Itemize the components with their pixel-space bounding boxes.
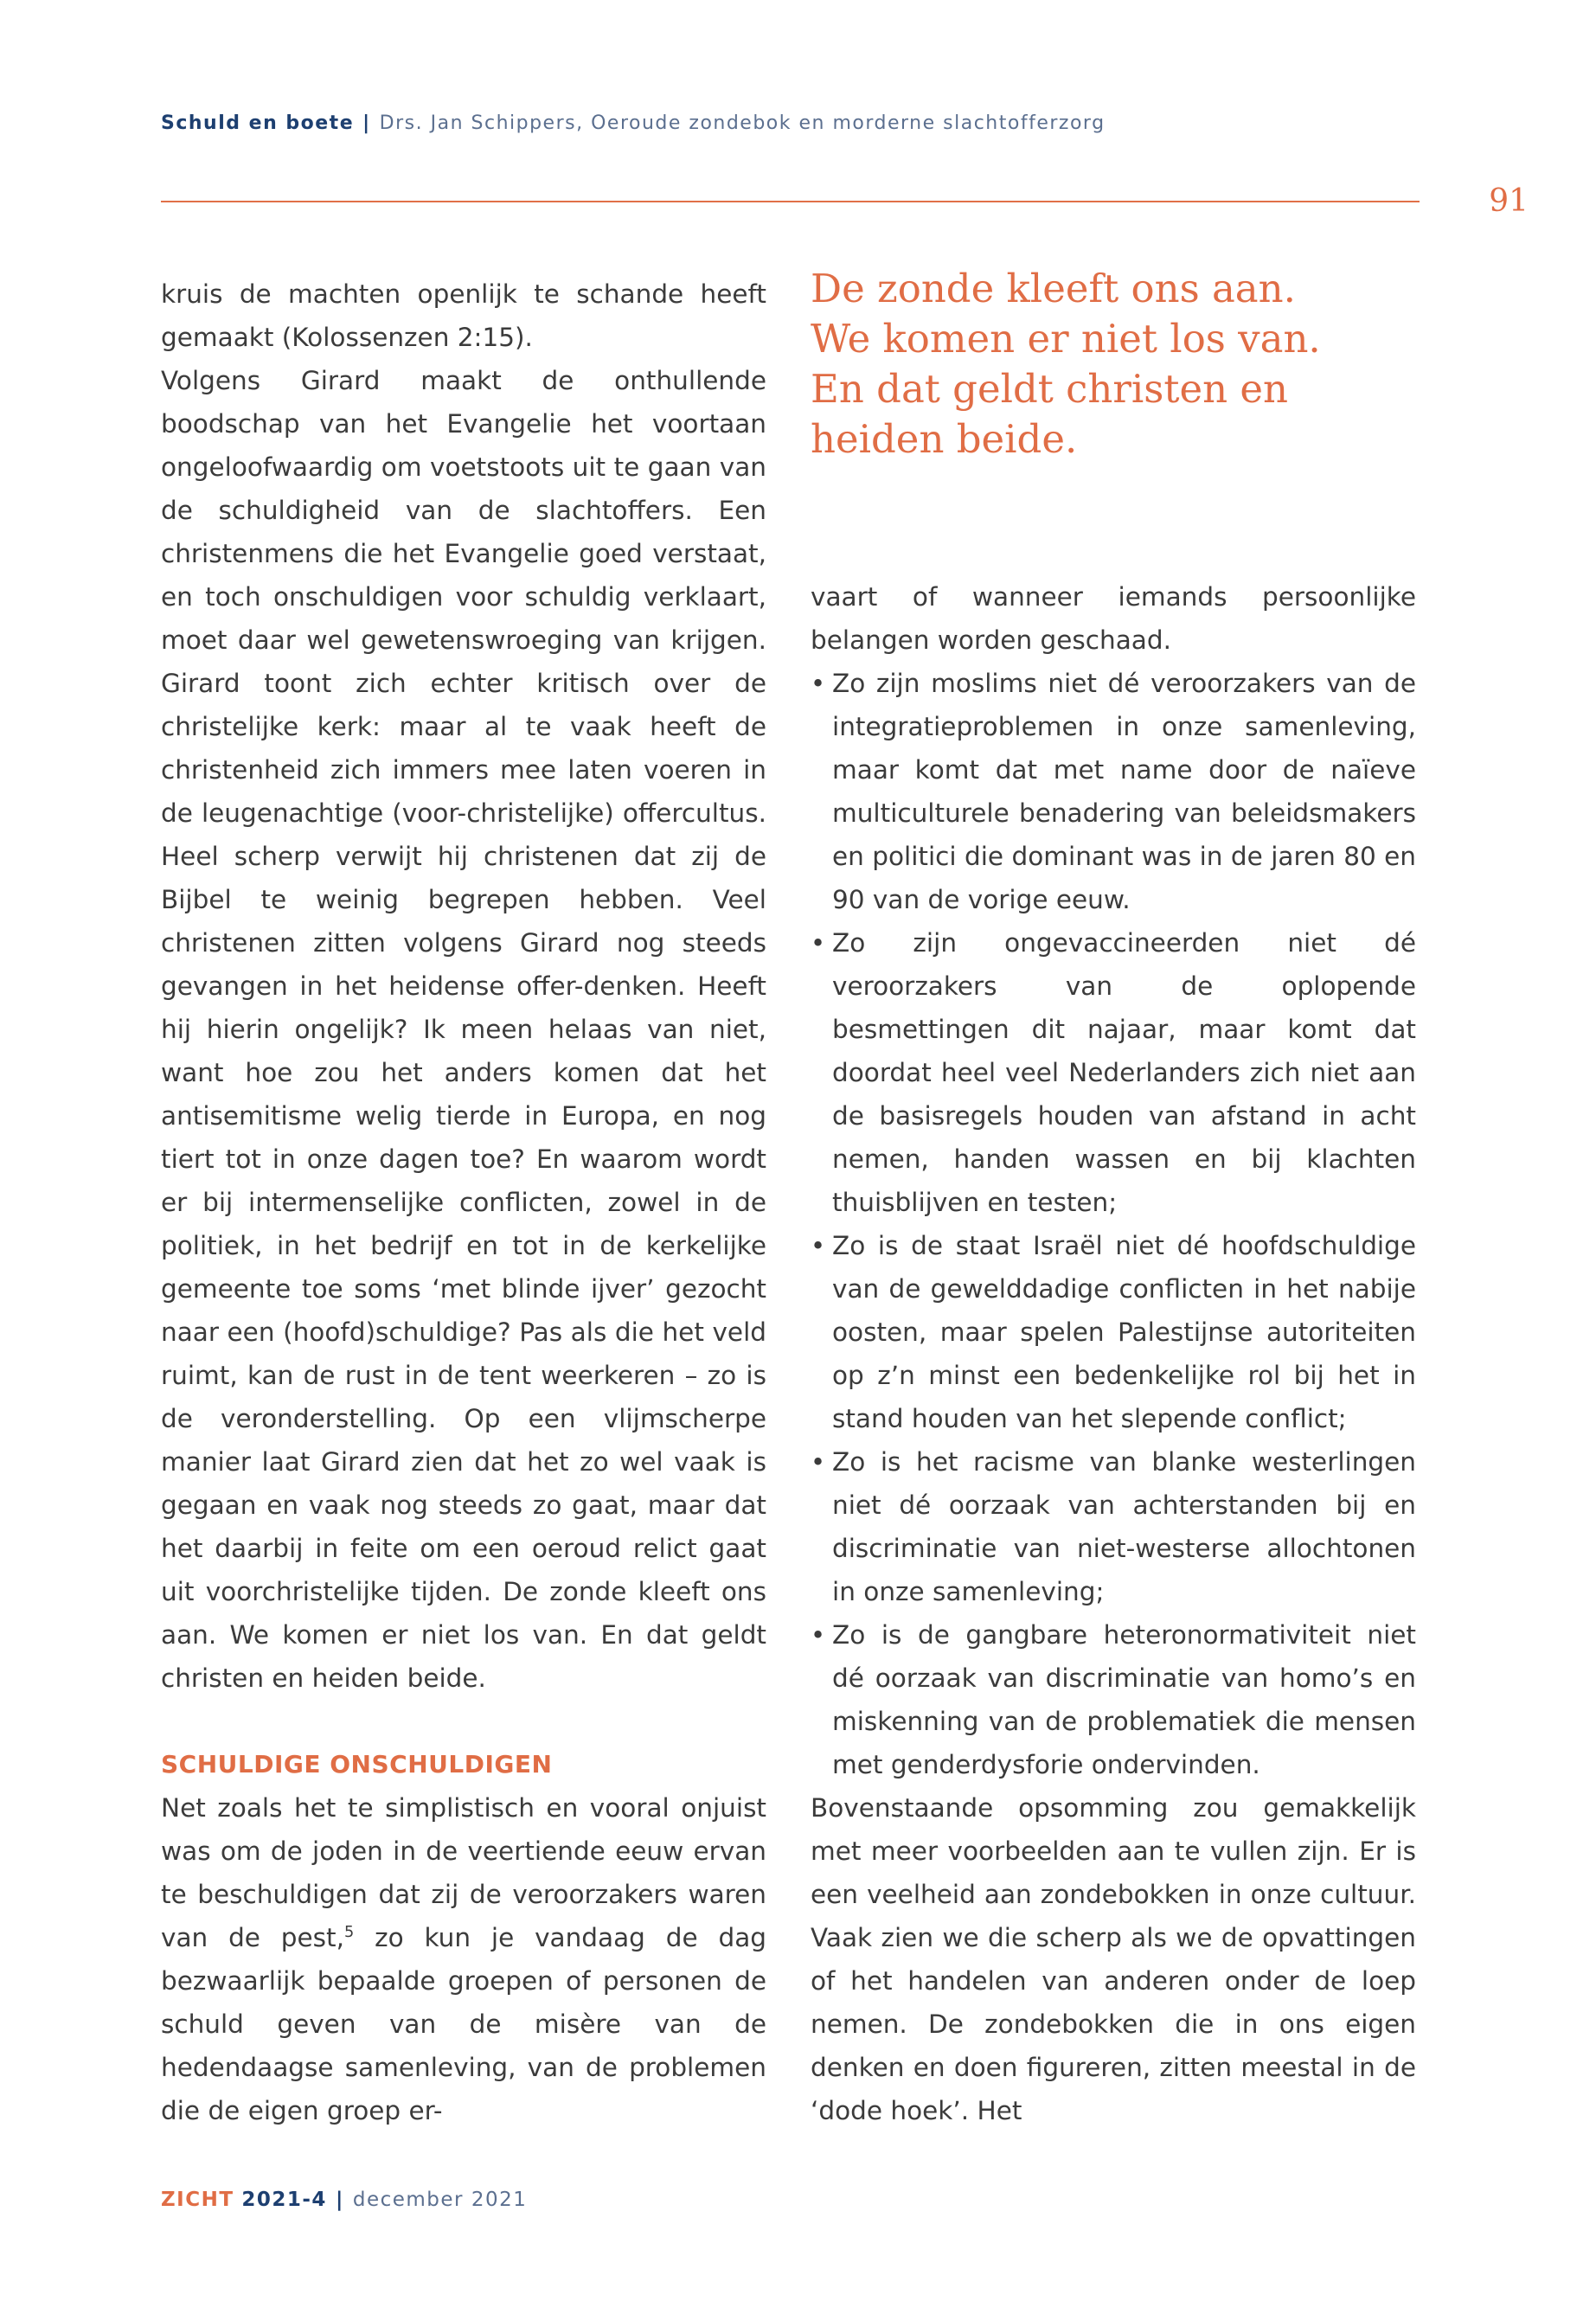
right-column (811, 575, 1416, 2132)
header-rule (161, 201, 1420, 202)
pull-quote-line: En dat geldt christen en (811, 366, 1288, 412)
list-item-text: Zo is het racisme van blanke westerlingen niet dé oorzaak van achterstanden bij en discriminatie van niet-westerse allochtonen in onze samenleving; (832, 1447, 1416, 1606)
issue-date: december 2021 (352, 2189, 528, 2211)
pull-quote-line: heiden beide. (811, 416, 1078, 462)
list-item (811, 1224, 1416, 1440)
bullet-icon: • (811, 928, 826, 958)
list-item (811, 1613, 1416, 1786)
bullet-icon: • (811, 1620, 826, 1650)
paragraph: Bovenstaande opsomming zou gemakkelijk met meer voorbeelden aan te vullen zijn. Er is een veelheid aan zondebokken in onze cultuur. Vaak zien we die scherp als we de opvattingen of het handelen van anderen onder de loep nemen. De zondebokken die in ons eigen denken en doen figureren, zitten meestal in de ‘dode hoek’. Het (811, 1793, 1416, 2125)
bullet-icon: • (811, 1231, 826, 1260)
bullet-list (811, 662, 1416, 1786)
header-separator: | (362, 112, 371, 134)
paragraph-text: zo kun je vandaag de dag bezwaarlijk bepaalde groepen of personen de schuld geven van de misère van de hedendaagse samenleving, van de problemen die de eigen groep er- (161, 1923, 766, 2125)
section-subheading: SCHULDIGE ONSCHULDIGEN (161, 1750, 553, 1779)
list-item-text: Zo zijn ongevaccineerden niet dé veroorzakers van de oplopende besmettingen dit najaar, maar komt dat doordat heel veel Nederlanders zich niet aan de basisregels houden van afstand in acht nemen, handen wassen en bij klachten thuisblijven en testen; (832, 928, 1416, 1217)
magazine-name: ZICHT (161, 2189, 234, 2211)
article-subtitle: Drs. Jan Schippers, Oeroude zondebok en morderne slachtofferzorg (379, 112, 1106, 134)
list-item (811, 662, 1416, 921)
paragraph-text: Net zoals het te simplistisch en vooral onjuist was om de joden in de veertiende eeuw ervan te beschuldigen dat zij de veroorzakers waren van de pest, (161, 1793, 766, 1952)
footer-separator: | (335, 2189, 344, 2211)
running-header (161, 112, 1106, 134)
spacer (161, 1700, 766, 1743)
left-column (161, 272, 766, 2132)
pull-quote-line: De zonde kleeft ons aan. (811, 266, 1296, 311)
list-item (811, 1440, 1416, 1613)
list-item-text: Zo zijn moslims niet dé veroorzakers van de integratieproblemen in onze samenleving, maar komt dat met name door de naïeve multiculturele benadering van beleidsmakers en politici die dominant was in de jaren 80 en 90 van de vorige eeuw. (832, 669, 1416, 914)
bullet-icon: • (811, 1447, 826, 1477)
pull-quote (811, 264, 1416, 465)
pull-quote-line: We komen er niet los van. (811, 316, 1321, 362)
bullet-icon: • (811, 669, 826, 698)
paragraph: kruis de machten openlijk te schande heeft gemaakt (Kolossenzen 2:15). (161, 279, 766, 352)
paragraph (161, 1786, 766, 2132)
list-item-text: Zo is de gangbare heteronormativiteit niet dé oorzaak van discriminatie van homo’s en miskenning van de problematiek die mensen met genderdysforie ondervinden. (832, 1620, 1416, 1779)
issue-number: 2021-4 (241, 2189, 327, 2211)
footnote-reference: 5 (343, 1924, 355, 1942)
section-title: Schuld en boete (161, 112, 355, 134)
page-number: 91 (1489, 183, 1529, 219)
list-item (811, 921, 1416, 1224)
paragraph: vaart of wanneer iemands persoonlijke belangen worden geschaad. (811, 582, 1416, 655)
list-item-text: Zo is de staat Israël niet dé hoofdschuldige van de gewelddadige conflicten in het nabije oosten, maar spelen Palestijnse autoriteiten op z’n minst een bedenkelijke rol bij het in stand houden van het slepende conflict; (832, 1231, 1416, 1433)
running-footer (161, 2189, 527, 2211)
paragraph: Volgens Girard maakt de onthullende boodschap van het Evangelie het voortaan ongeloofwaardig om voetstoots uit te gaan van de schuldigheid van de slachtoffers. Een christenmens die het Evangelie goed verstaat, en toch onschuldigen voor schuldig verklaart, moet daar wel gewetenswroeging van krijgen. Girard toont zich echter kritisch over de christelijke kerk: maar al te vaak heeft de christenheid zich immers mee laten voeren in de leugenachtige (voor-christelijke) offercultus. Heel scherp verwijt hij christenen dat zij de Bijbel te weinig begrepen hebben. Veel christenen zitten volgens Girard nog steeds gevangen in het heidense offer-denken. Heeft hij hierin ongelijk? Ik meen helaas van niet, want hoe zou het anders komen dat het antisemitisme welig tierde in Europa, en nog tiert tot in onze dagen toe? En waarom wordt er bij intermenselijke conflicten, zowel in de politiek, in het bedrijf en tot in de kerkelijke gemeente toe soms ‘met blinde ijver’ gezocht naar een (hoofd)schuldige? Pas als die het veld ruimt, kan de rust in de tent weerkeren – zo is de veronderstelling. Op een vlijmscherpe manier laat Girard zien dat het zo wel vaak is gegaan en vaak nog steeds zo gaat, maar dat het daarbij in feite om een oeroud relict gaat uit voorchristelijke tijden. De zonde kleeft ons aan. We komen er niet los van. En dat geldt christen en heiden beide. (161, 366, 766, 1693)
